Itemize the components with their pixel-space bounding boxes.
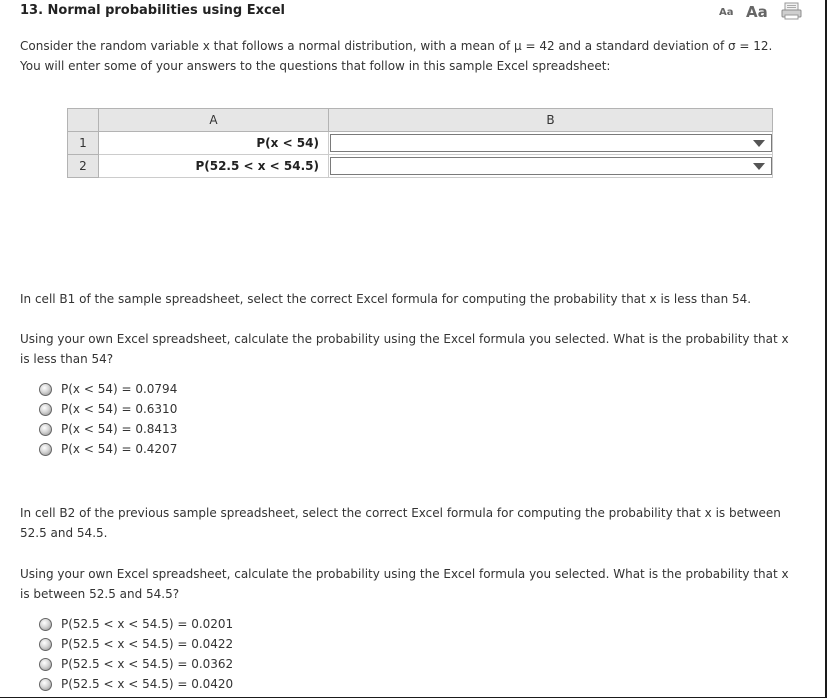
q2-question-line-1: Using your own Excel spreadsheet, calculate the probability using the Excel formula you selected. What is the probability that x xyxy=(20,567,789,581)
q1-option-4[interactable] xyxy=(39,439,177,459)
q2-option-2-label: P(52.5 < x < 54.5) = 0.0422 xyxy=(61,637,234,651)
spreadsheet-row-1 xyxy=(68,132,773,155)
question-title: 13. Normal probabilities using Excel xyxy=(20,3,286,18)
q1-option-1-label: P(x < 54) = 0.0794 xyxy=(61,382,178,396)
q2-option-1-label: P(52.5 < x < 54.5) = 0.0201 xyxy=(61,617,234,631)
cell-a1: P(x < 54) xyxy=(99,132,329,155)
q2-option-3-label: P(52.5 < x < 54.5) = 0.0362 xyxy=(61,657,234,671)
cell-b1 xyxy=(329,132,773,155)
cell-b2 xyxy=(329,155,773,178)
radio-button[interactable] xyxy=(39,423,52,436)
intro-line-1: Consider the random variable x that follows a normal distribution, with a mean of μ = 42 and a standard deviation of σ = 12. xyxy=(20,39,773,53)
q1-question xyxy=(20,329,805,369)
q1-instruction: In cell B1 of the sample spreadsheet, select the correct Excel formula for computing the probability that x is less than 54. xyxy=(20,292,752,306)
q2-option-4-label: P(52.5 < x < 54.5) = 0.0420 xyxy=(61,677,234,691)
cell-b2-formula-dropdown[interactable] xyxy=(330,157,772,175)
radio-button[interactable] xyxy=(39,638,52,651)
q2-instruction-line-2: 52.5 and 54.5. xyxy=(20,526,108,540)
q2-question xyxy=(20,564,805,604)
spreadsheet-row-2 xyxy=(68,155,773,178)
intro-paragraph xyxy=(20,36,805,76)
radio-button[interactable] xyxy=(39,678,52,691)
column-header-b: B xyxy=(329,109,773,132)
q1-question-line-2: is less than 54? xyxy=(20,352,114,366)
q2-option-1[interactable] xyxy=(39,614,233,634)
q2-option-2[interactable] xyxy=(39,634,233,654)
radio-button[interactable] xyxy=(39,658,52,671)
font-size-large-button[interactable]: Aa xyxy=(746,3,768,21)
radio-button[interactable] xyxy=(39,618,52,631)
q2-instruction-line-1: In cell B2 of the previous sample spreadsheet, select the correct Excel formula for computing the probability that x is between xyxy=(20,506,781,520)
q1-option-2[interactable] xyxy=(39,399,177,419)
q1-option-3-label: P(x < 54) = 0.8413 xyxy=(61,422,178,436)
spreadsheet-header-row xyxy=(68,109,773,132)
q1-option-4-label: P(x < 54) = 0.4207 xyxy=(61,442,178,456)
cell-b1-formula-dropdown[interactable] xyxy=(330,134,772,152)
q2-question-line-2: is between 52.5 and 54.5? xyxy=(20,587,180,601)
q1-options xyxy=(39,379,177,459)
print-icon[interactable] xyxy=(781,2,803,20)
row-number-2: 2 xyxy=(68,155,99,178)
row-number-1: 1 xyxy=(68,132,99,155)
cell-a2: P(52.5 < x < 54.5) xyxy=(99,155,329,178)
intro-line-2: You will enter some of your answers to the questions that follow in this sample Excel spreadsheet: xyxy=(20,59,611,73)
q2-option-3[interactable] xyxy=(39,654,233,674)
q1-question-line-1: Using your own Excel spreadsheet, calculate the probability using the Excel formula you selected. What is the probability that x xyxy=(20,332,789,346)
q1-option-2-label: P(x < 54) = 0.6310 xyxy=(61,402,178,416)
radio-button[interactable] xyxy=(39,383,52,396)
sample-spreadsheet xyxy=(67,108,773,178)
corner-cell xyxy=(68,109,99,132)
radio-button[interactable] xyxy=(39,443,52,456)
dropdown-arrow-icon[interactable] xyxy=(753,140,765,147)
radio-button[interactable] xyxy=(39,403,52,416)
q2-option-4[interactable] xyxy=(39,674,233,694)
q2-options xyxy=(39,614,233,694)
q1-option-1[interactable] xyxy=(39,379,177,399)
font-size-small-button[interactable]: Aa xyxy=(719,7,734,18)
q1-option-3[interactable] xyxy=(39,419,177,439)
dropdown-arrow-icon[interactable] xyxy=(753,163,765,170)
q2-instruction xyxy=(20,503,805,543)
column-header-a: A xyxy=(99,109,329,132)
